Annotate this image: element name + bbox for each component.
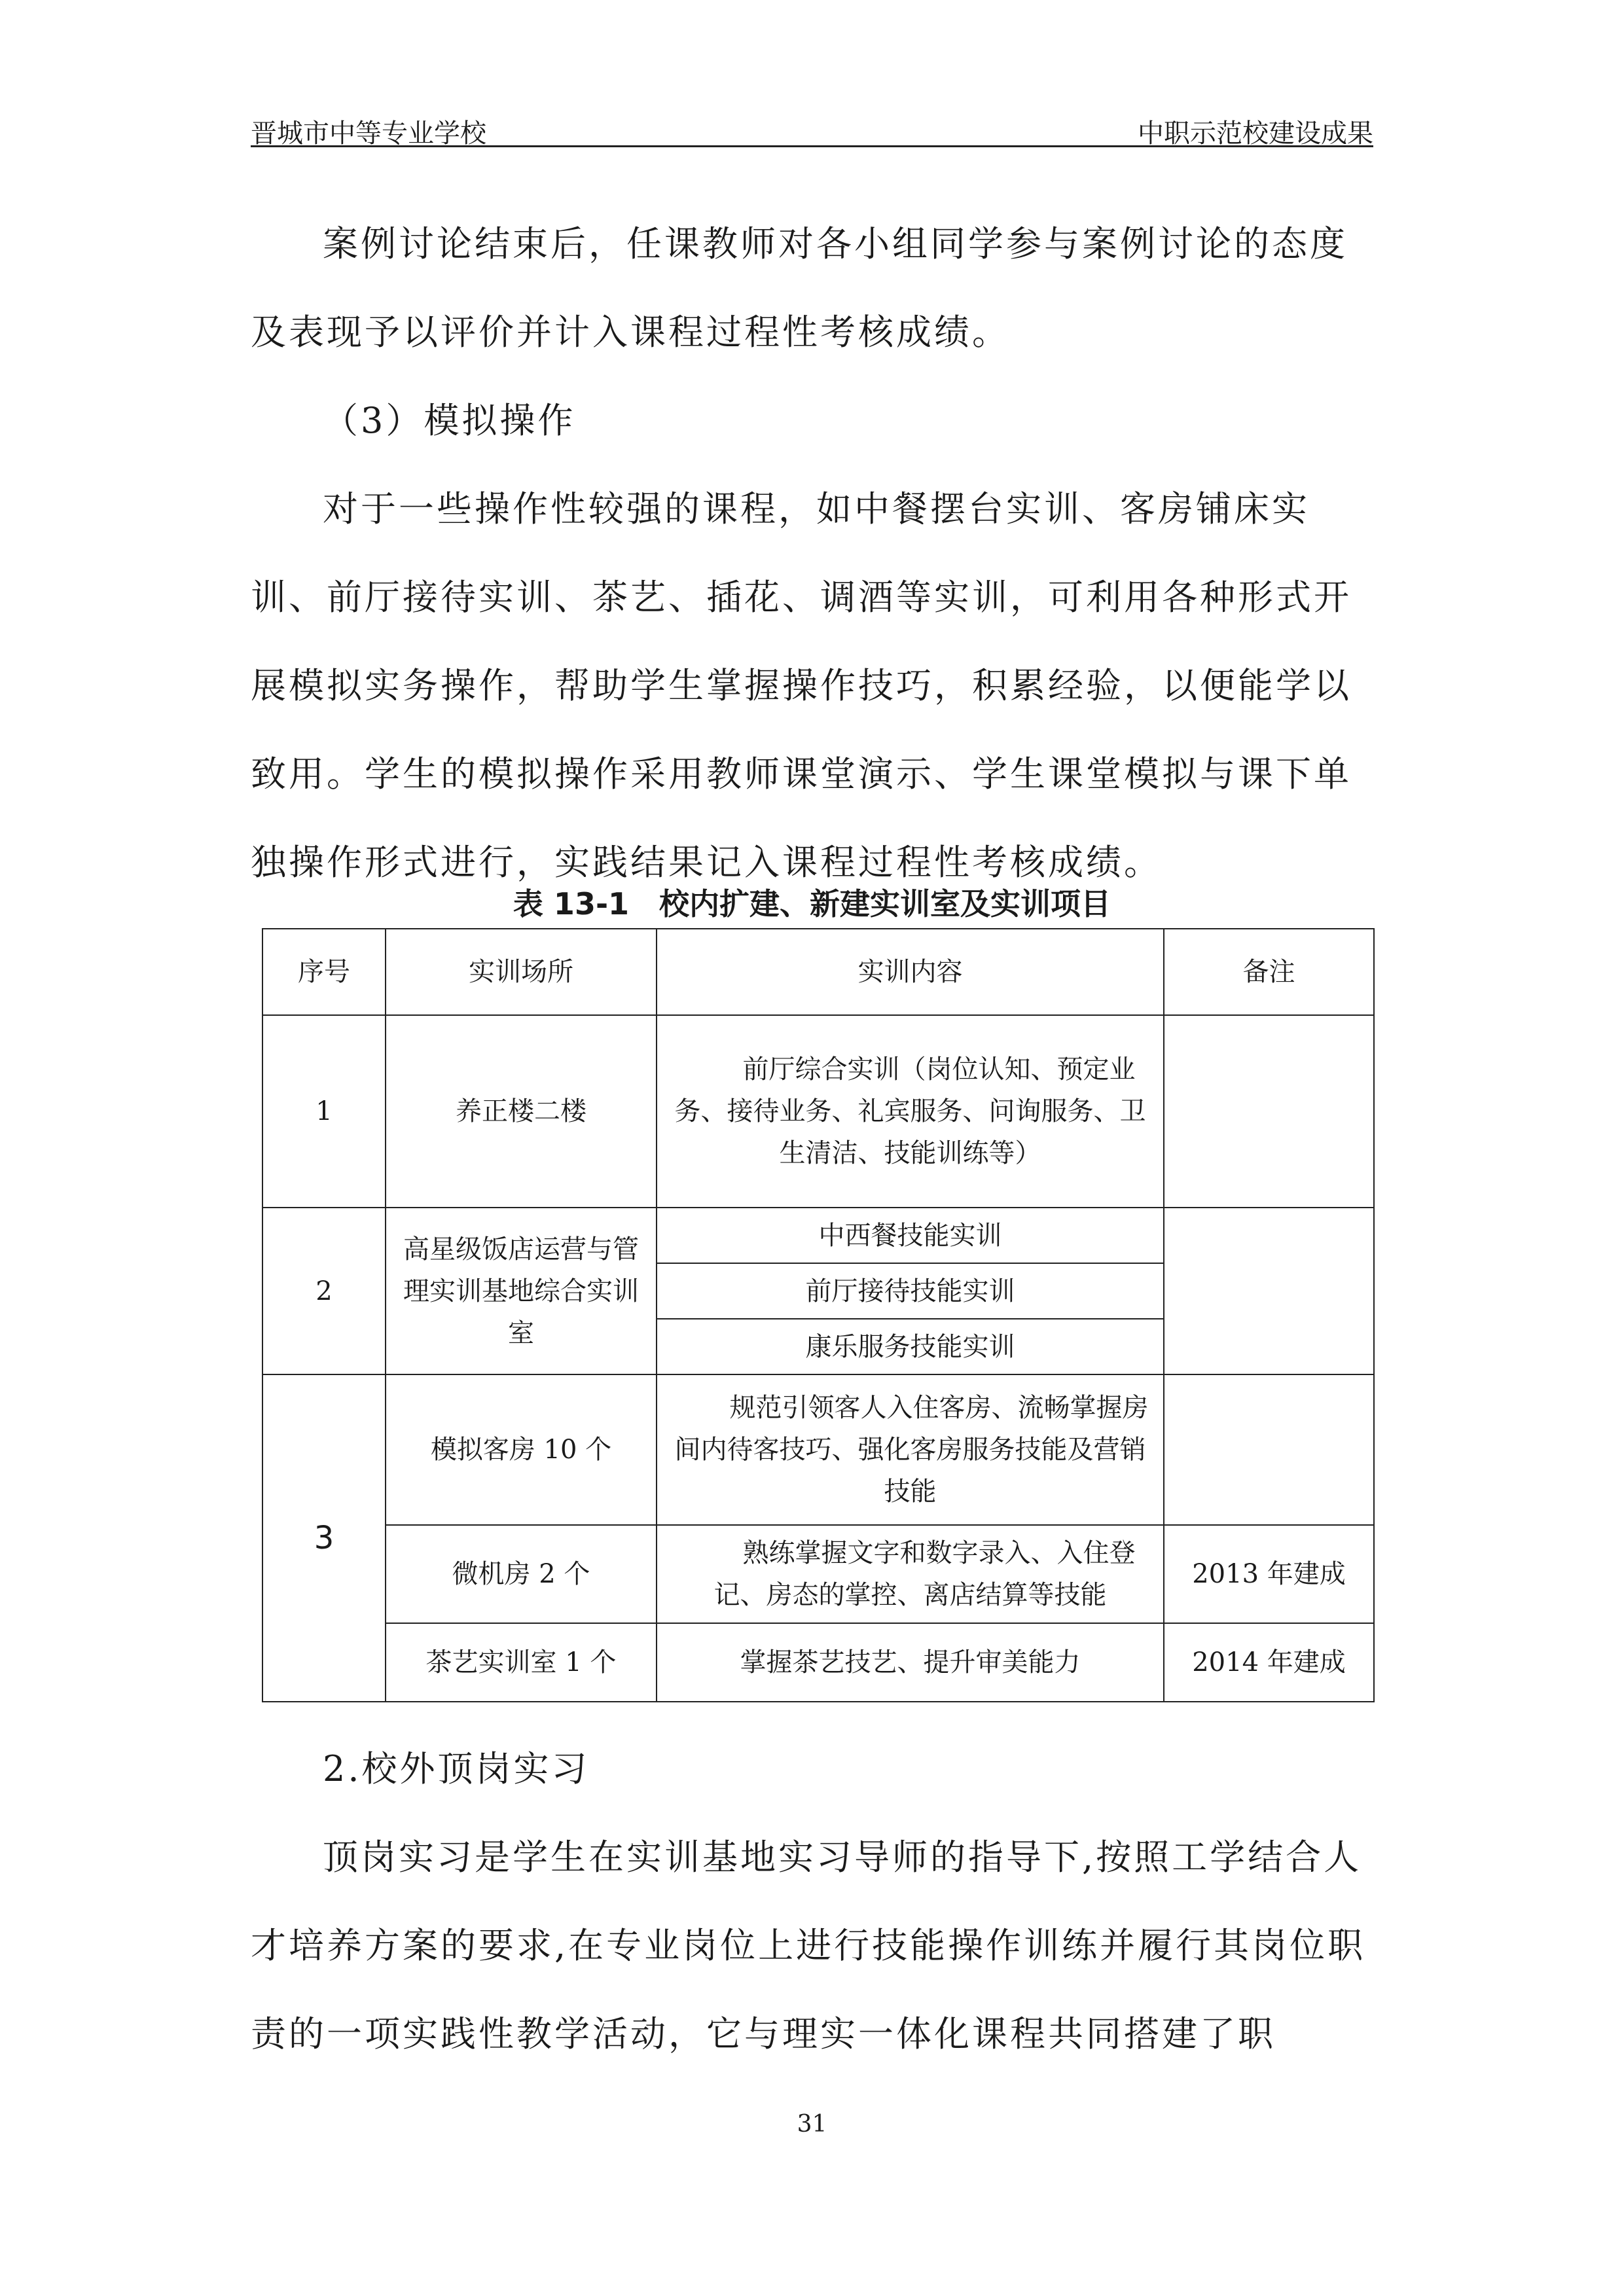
header-no: 序号 xyxy=(262,929,386,1015)
cell-content: 规范引领客人入住客房、流畅掌握房间内待客技巧、强化客房服务技能及营销技能 xyxy=(657,1374,1164,1525)
cell-place: 模拟客房 10 个 xyxy=(386,1374,657,1525)
header-place: 实训场所 xyxy=(386,929,657,1015)
cell-no: 2 xyxy=(262,1208,386,1374)
cell-note: 2013 年建成 xyxy=(1164,1525,1374,1623)
cell-note xyxy=(1164,1015,1374,1208)
table-row xyxy=(262,1015,1374,1208)
cell-place: 微机房 2 个 xyxy=(386,1525,657,1623)
header-title: 中职示范校建设成果 xyxy=(1138,118,1373,149)
table-row xyxy=(262,1525,1374,1623)
page-number: 31 xyxy=(797,2111,827,2138)
paragraph-1-text: 案例讨论结束后，任课教师对各小组同学参与案例讨论的态度及表现予以评价并计入课程过程性考核成绩。 xyxy=(251,223,1348,353)
cell-content: 前厅综合实训（岗位认知、预定业务、接待业务、礼宾服务、问询服务、卫生清洁、技能训练等） xyxy=(657,1015,1164,1208)
heading-simulation-text: （3）模拟操作 xyxy=(323,400,576,441)
paragraph-2-text: 对于一些操作性较强的课程，如中餐摆台实训、客房铺床实训、前厅接待实训、茶艺、插花、调酒等实训，可利用各种形式开展模拟实务操作，帮助学生掌握操作技巧，积累经验，以便能学以致用。学生的模拟操作采用教师课堂演示、学生课堂模拟与课下单独操作形式进行，实践结果记入课程过程性考核成绩。 xyxy=(251,488,1352,883)
cell-content: 前厅接待技能实训 xyxy=(657,1263,1164,1319)
table-header-row xyxy=(262,929,1374,1015)
training-table xyxy=(262,928,1375,1702)
cell-place: 高星级饭店运营与管理实训基地综合实训室 xyxy=(386,1208,657,1374)
header-note: 备注 xyxy=(1164,929,1374,1015)
paragraph-2 xyxy=(251,465,1373,906)
cell-content: 熟练掌握文字和数字录入、入住登记、房态的掌控、离店结算等技能 xyxy=(657,1525,1164,1623)
heading-simulation xyxy=(251,376,1373,465)
cell-no: 3 xyxy=(262,1374,386,1702)
cell-no: 1 xyxy=(262,1015,386,1208)
cell-note xyxy=(1164,1208,1374,1374)
header-rule xyxy=(251,145,1373,147)
heading-internship xyxy=(251,1725,1373,1813)
cell-note xyxy=(1164,1374,1374,1525)
table-caption: 表 13-1 校内扩建、新建实训室及实训项目 xyxy=(513,886,1111,922)
paragraph-3-text: 顶岗实习是学生在实训基地实习导师的指导下,按照工学结合人才培养方案的要求,在专业岗位上进行技能操作训练并履行其岗位职责的一项实践性教学活动，它与理实一体化课程共同搭建了职 xyxy=(251,1837,1366,2054)
header-school: 晋城市中等专业学校 xyxy=(251,118,486,149)
cell-place: 茶艺实训室 1 个 xyxy=(386,1623,657,1702)
table-row xyxy=(262,1623,1374,1702)
cell-place: 养正楼二楼 xyxy=(386,1015,657,1208)
cell-content: 中西餐技能实训 xyxy=(657,1208,1164,1263)
heading-internship-text: 2.校外顶岗实习 xyxy=(323,1748,590,1789)
cell-content: 掌握茶艺技艺、提升审美能力 xyxy=(657,1623,1164,1702)
cell-content: 康乐服务技能实训 xyxy=(657,1319,1164,1374)
table-row xyxy=(262,1208,1374,1263)
paragraph-3 xyxy=(251,1813,1373,2078)
header-content: 实训内容 xyxy=(657,929,1164,1015)
paragraph-1 xyxy=(251,200,1373,376)
cell-note: 2014 年建成 xyxy=(1164,1623,1374,1702)
table-row xyxy=(262,1374,1374,1525)
